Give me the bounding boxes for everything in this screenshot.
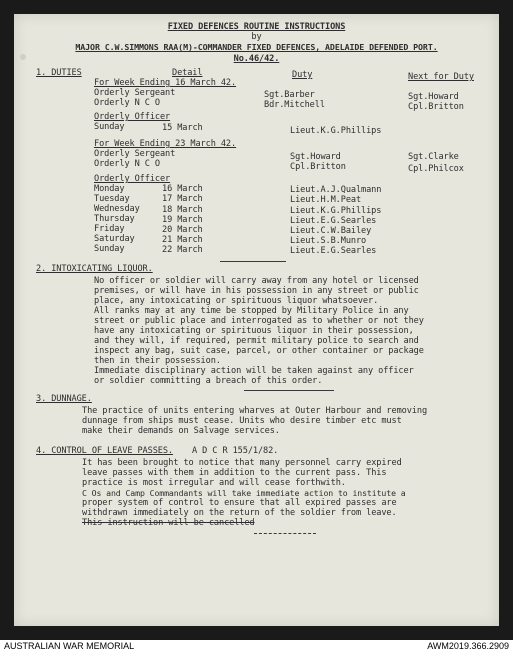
orderly-sergeant-label: Orderly Sergeant [94,88,176,98]
roster-officer: Lieut.E.G.Searles [290,246,377,256]
body-line: or soldier committing a breach of this order. [94,376,323,386]
body-line: All ranks may at any time be stopped by Military Police in any [94,306,409,316]
body-line: then in their possession. [94,356,221,366]
roster-day: Saturday [94,234,135,244]
body-line: have any intoxicating or spirituous liquor in their possession, [94,326,414,336]
col-duty: Duty [292,70,313,80]
roster-day: Wednesday [94,204,140,214]
sunday-date: 15 March [162,123,203,133]
w2-nco-next: Cpl.Philcox [408,164,464,174]
liquor-heading: 2. INTOXICATING LIQUOR. [36,264,153,274]
dunnage-heading: 3. DUNNAGE. [36,394,92,404]
commander-line: MAJOR C.W.SIMMONS RAA(M)-COMMANDER FIXED DEFENCES, ADELAIDE DEFENDED PORT. [75,42,438,52]
body-line: Immediate disciplinary action will be taken against any officer [94,366,414,376]
col-next-for-duty: Next for Duty [408,72,474,82]
w1-sergeant-next: Sgt.Howard [408,92,459,102]
col-detail: Detail [172,68,203,78]
archive-footer [0,640,513,653]
roster-officer: Lieut.H.M.Peat [290,195,362,205]
document-title: FIXED DEFENCES ROUTINE INSTRUCTIONS [167,22,346,32]
body-line: C Os and Camp Commandants will take immediate action to institute a [82,488,406,498]
duties-heading: 1. DUTIES [36,68,82,78]
roster-date: 20 March [162,225,203,235]
leave-reference: A D C R 155/1/82. [192,446,279,456]
body-line: practice is most irregular and will cease forthwith. [82,478,346,488]
week2-heading: For Week Ending 23 March 42. [94,139,237,149]
w2-nco-duty: Cpl.Britton [290,162,346,172]
w2-sergeant-next: Sgt.Clarke [408,152,459,162]
orderly-officer-label-2: Orderly Officer [94,174,171,184]
struck-line: This instruction will be cancelled [82,518,255,528]
roster-day: Thursday [94,214,135,224]
document-page [14,14,499,626]
body-line: No officer or soldier will carry away from any hotel or licensed [94,276,419,286]
roster-day: Friday [94,224,125,234]
body-line: premises, or will have in his possession in any street or public [94,286,419,296]
roster-day: Tuesday [94,194,130,204]
body-line: It has been brought to notice that many personnel carry expired [82,458,402,468]
roster-date: 18 March [162,205,203,215]
instruction-number: No.46/42. [233,54,280,64]
section-divider [244,390,334,391]
roster-day: Monday [94,184,125,194]
roster-date: 17 March [162,194,203,204]
body-line: The practice of units entering wharves at Outer Harbour and removing [82,406,428,416]
leave-heading: 4. CONTROL OF LEAVE PASSES. [36,446,173,456]
sunday-label: Sunday [94,122,125,132]
orderly-sergeant-label-2: Orderly Sergeant [94,149,176,159]
body-line: place, any intoxicating or spirituous liquor whatsoever. [94,296,379,306]
by-line: by [251,32,262,42]
body-line: leave passes with them in addition to the current pass. This [82,468,387,478]
orderly-nco-label-2: Orderly N C O [94,159,160,169]
roster-officer: Lieut.C.W.Bailey [290,226,372,236]
orderly-nco-label: Orderly N C O [94,98,160,108]
orderly-officer-label: Orderly Officer [94,112,171,122]
roster-date: 22 March [162,245,203,255]
end-divider [254,533,316,535]
roster-day: Sunday [94,244,125,254]
body-line: withdrawn immediately on the return of the soldier from leave. [82,508,397,518]
body-line: make their demands on Salvage services. [82,426,280,436]
roster-officer: Lieut.K.G.Phillips [290,206,382,216]
roster-date: 21 March [162,235,203,245]
w1-sergeant-duty: Sgt.Barber [264,90,315,100]
roster-date: 16 March [162,184,203,194]
footer-accession-number: AWM2019.366.2909 [427,641,509,651]
body-line: street or public place and interrogated as to whether or not they [94,316,424,326]
footer-institution: AUSTRALIAN WAR MEMORIAL [4,641,135,651]
body-line: and they will, if required, permit military police to search and [94,336,419,346]
w1-nco-next: Cpl.Britton [408,102,464,112]
roster-date: 19 March [162,215,203,225]
section-divider [220,261,286,262]
roster-officer: Lieut.S.B.Munro [290,236,367,246]
body-line: inspect any bag, suit case, parcel, or other container or package [94,346,424,356]
w2-sergeant-duty: Sgt.Howard [290,152,341,162]
body-line: proper system of control to ensure that all expired passes are [82,498,397,508]
body-line: dunnage from ships must cease. Units who desire timber etc must [82,416,402,426]
w1-nco-duty: Bdr.Mitchell [264,100,325,110]
roster-officer: Lieut.A.J.Qualmann [290,185,382,195]
sunday-officer: Lieut.K.G.Phillips [290,126,382,136]
roster-officer: Lieut.E.G.Searles [290,216,377,226]
week1-heading: For Week Ending 16 March 42. [94,78,237,88]
